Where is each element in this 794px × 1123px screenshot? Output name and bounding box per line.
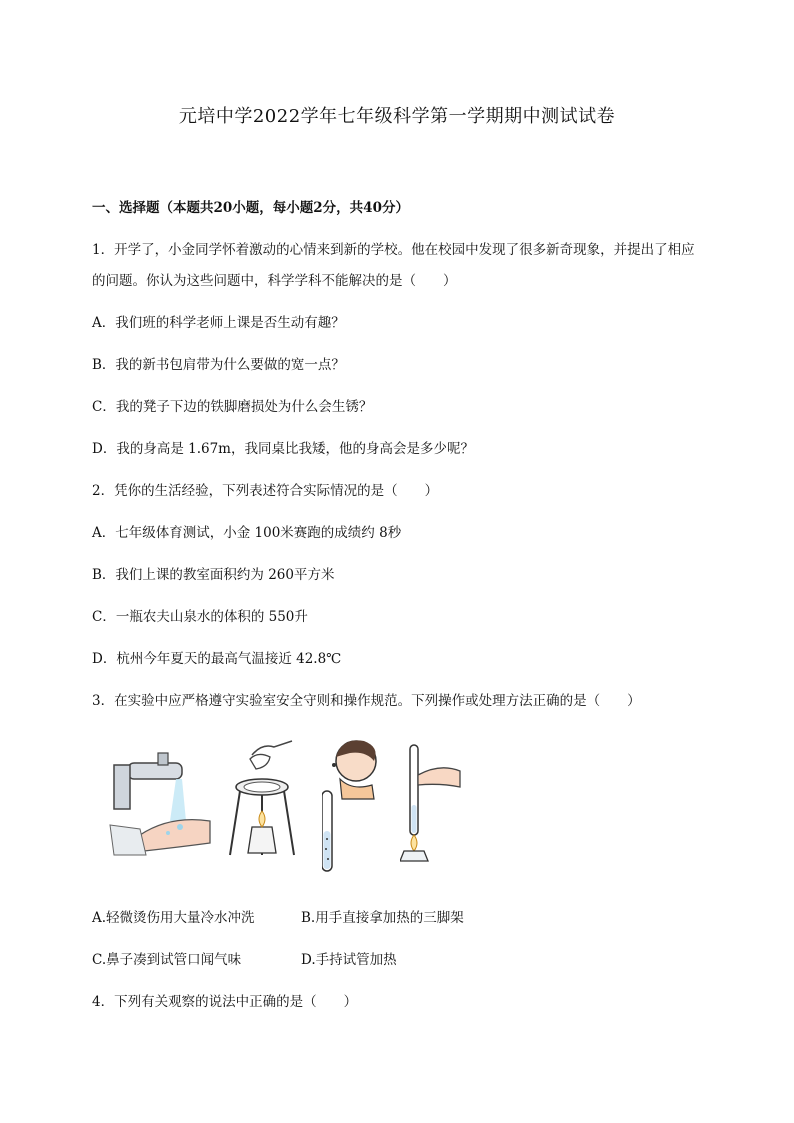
q1-stem-line2: 的问题。你认为这些问题中，科学学科不能解决的是（ ） — [92, 273, 457, 289]
faucet-rinse-illustration — [100, 735, 220, 865]
q2-option-c: C．一瓶农夫山泉水的体积的 550升 — [92, 609, 308, 625]
smell-test-tube-illustration — [322, 735, 402, 875]
q3-stem: 3．在实验中应严格遵守实验室安全守则和操作规范。下列操作或处理方法正确的是（ ） — [92, 693, 641, 709]
q4-stem: 4．下列有关观察的说法中正确的是（ ） — [92, 994, 358, 1010]
q1-option-b: B．我的新书包肩带为什么要做的宽一点？ — [92, 357, 345, 373]
page-title: 元培中学2022学年七年级科学第一学期期中测试试卷 — [178, 106, 616, 127]
q2-option-b: B．我们上课的教室面积约为 260平方米 — [92, 567, 335, 583]
q3-options-row2 — [92, 948, 397, 968]
q3-options-row1 — [92, 906, 464, 926]
q1-stem-line1: 1．开学了，小金同学怀着激动的心情来到新的学校。他在校园中发现了很多新奇现象，并提出了相应 — [92, 242, 695, 258]
section-heading: 一、选择题（本题共20小题，每小题2分，共40分） — [92, 200, 409, 216]
q2-option-a: A．七年级体育测试，小金 100米赛跑的成绩约 8秒 — [92, 525, 402, 541]
q3-option-d: D.手持试管加热 — [301, 952, 397, 968]
q1-option-c: C．我的凳子下边的铁脚磨损处为什么会生锈？ — [92, 399, 373, 415]
q3-option-b: B.用手直接拿加热的三脚架 — [301, 910, 464, 926]
q2-option-d: D．杭州今年夏天的最高气温接近 42.8℃ — [92, 651, 342, 667]
q3-option-a: A.轻微烫伤用大量冷水冲洗 — [92, 910, 255, 926]
tripod-burner-illustration — [222, 735, 302, 865]
q1-option-d: D．我的身高是 1.67m，我同桌比我矮，他的身高会是多少呢？ — [92, 441, 474, 457]
q2-stem: 2．凭你的生活经验，下列表述符合实际情况的是（ ） — [92, 483, 439, 499]
q1-option-a: A．我们班的科学老师上课是否生动有趣？ — [92, 315, 345, 331]
q3-option-c: C.鼻子凑到试管口闻气味 — [92, 952, 242, 968]
test-tube-heating-illustration — [400, 735, 465, 865]
